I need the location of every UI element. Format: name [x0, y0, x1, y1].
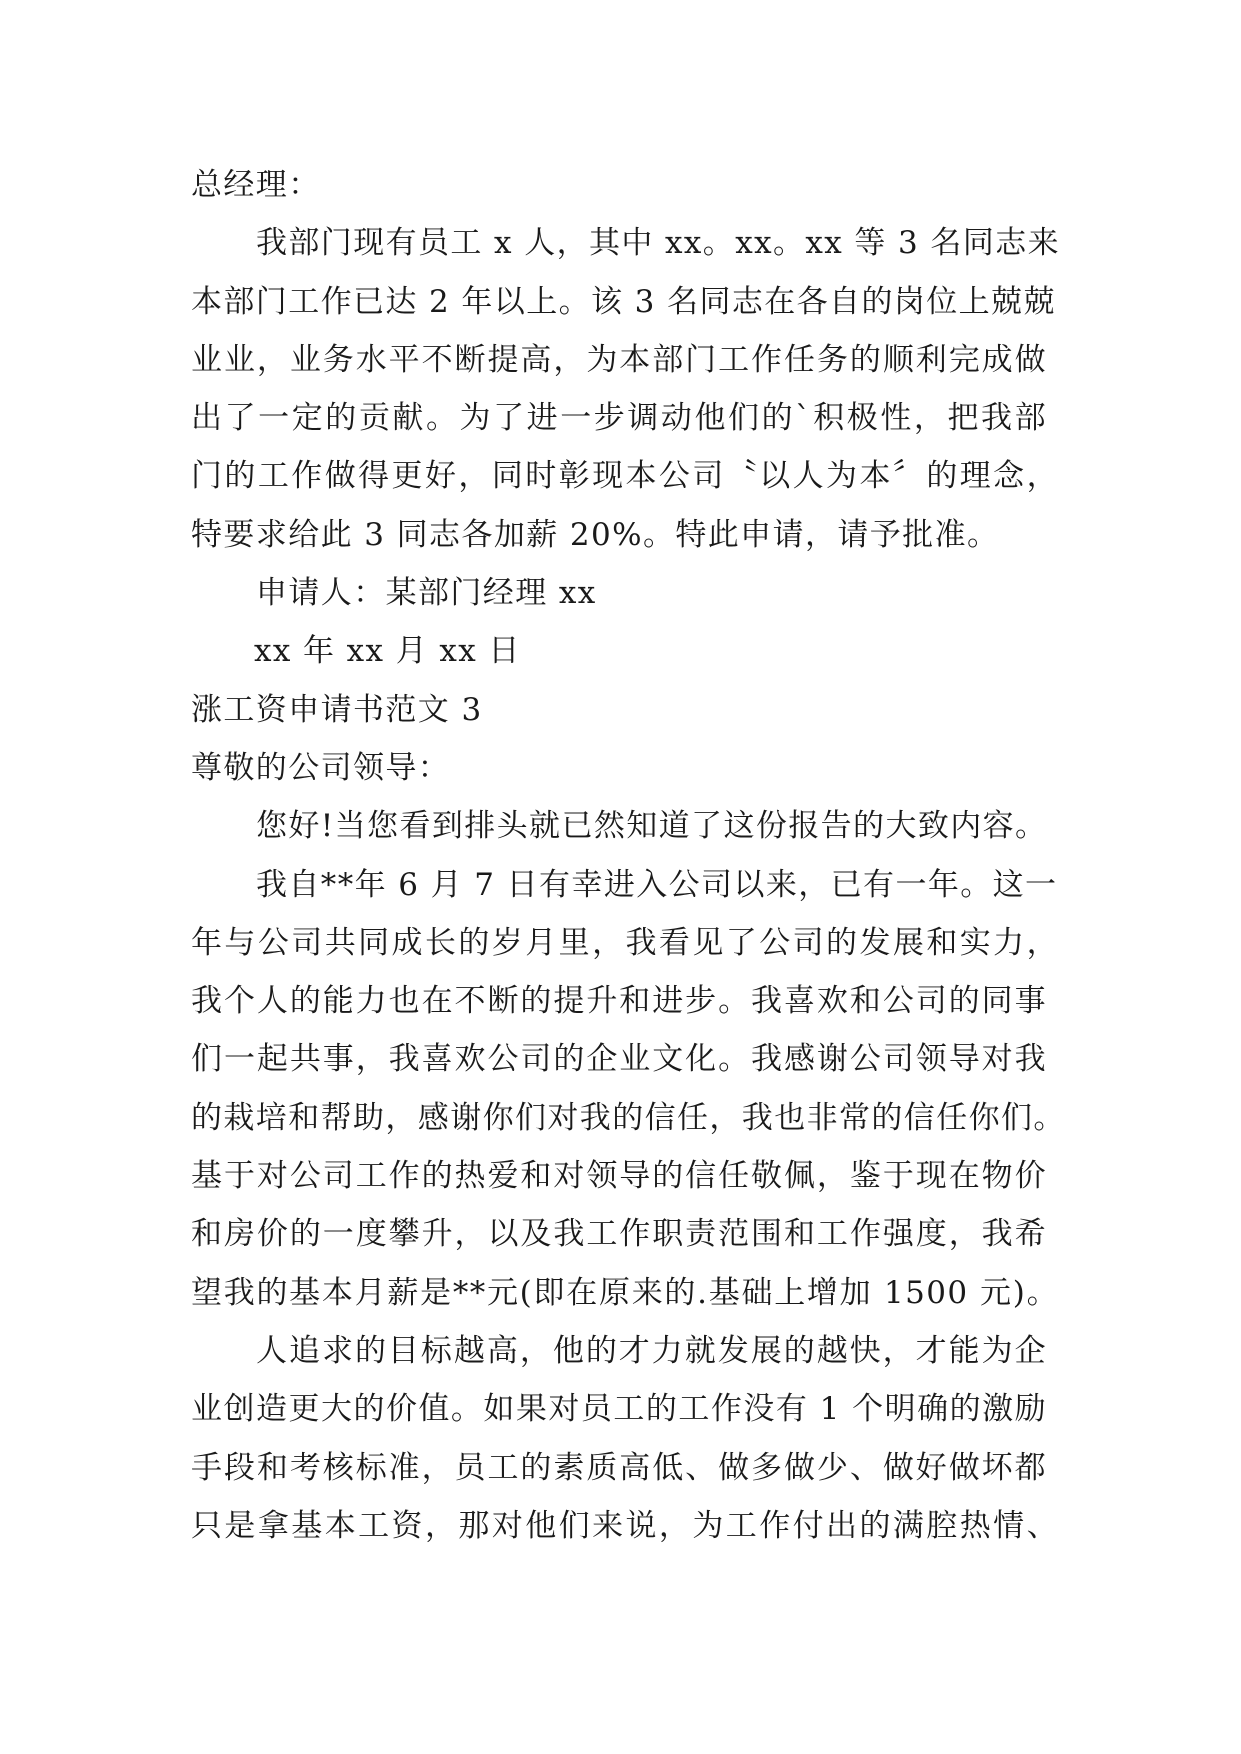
paragraph-line: 业创造更大的价值。如果对员工的工作没有 1 个明确的激励: [191, 1391, 1047, 1428]
paragraph-line: 特要求给此 3 同志各加薪 20%。特此申请，请予批准。: [191, 516, 1000, 553]
paragraph-line: 年与公司共同成长的岁月里，我看见了公司的发展和实力，: [191, 924, 1059, 961]
paragraph-line: 望我的基本月薪是**元(即在原来的.基础上增加 1500 元)。: [191, 1274, 1059, 1311]
paragraph-line: 门的工作做得更好，同时彰现本公司〝以人为本〞的理念，: [191, 458, 1059, 495]
paragraph-line: 基于对公司工作的热爱和对领导的信任敬佩，鉴于现在物价: [191, 1158, 1047, 1195]
paragraph-line: 我个人的能力也在不断的提升和进步。我喜欢和公司的同事: [191, 983, 1047, 1020]
application-date: xx 年 xx 月 xx 日: [254, 633, 521, 670]
section-title: 涨工资申请书范文 3: [191, 691, 483, 728]
paragraph-line: 人追求的目标越高，他的才力就发展的越快，才能为企: [256, 1332, 1047, 1369]
paragraph-line: 本部门工作已达 2 年以上。该 3 名同志在各自的岗位上兢兢: [191, 283, 1056, 320]
paragraph-line: 们一起共事，我喜欢公司的企业文化。我感谢公司领导对我: [191, 1041, 1047, 1078]
paragraph-line: 业业，业务水平不断提高，为本部门工作任务的顺利完成做: [191, 341, 1047, 378]
applicant-signature: 申请人：某部门经理 xx: [256, 575, 597, 612]
paragraph-line: 手段和考核标准，员工的素质高低、做多做少、做好做坏都: [191, 1449, 1047, 1486]
paragraph-line: 只是拿基本工资，那对他们来说，为工作付出的满腔热情、: [191, 1507, 1059, 1544]
salutation-general-manager: 总经理：: [191, 167, 321, 203]
paragraph-line: 我自**年 6 月 7 日有幸进入公司以来，已有一年。这一: [256, 866, 1058, 903]
greeting-line: 您好!当您看到排头就已然知道了这份报告的大致内容。: [256, 808, 1048, 845]
paragraph-line: 出了一定的贡献。为了进一步调动他们的`积极性，把我部: [191, 400, 1047, 437]
paragraph-line: 和房价的一度攀升，以及我工作职责范围和工作强度，我希: [191, 1216, 1047, 1253]
paragraph-line: 我部门现有员工 x 人，其中 xx。xx。xx 等 3 名同志来: [256, 225, 1061, 262]
paragraph-line: 的栽培和帮助，感谢你们对我的信任，我也非常的信任你们。: [191, 1099, 1066, 1136]
document-body: [191, 156, 1071, 1555]
salutation-company-leaders: 尊敬的公司领导：: [191, 749, 451, 786]
